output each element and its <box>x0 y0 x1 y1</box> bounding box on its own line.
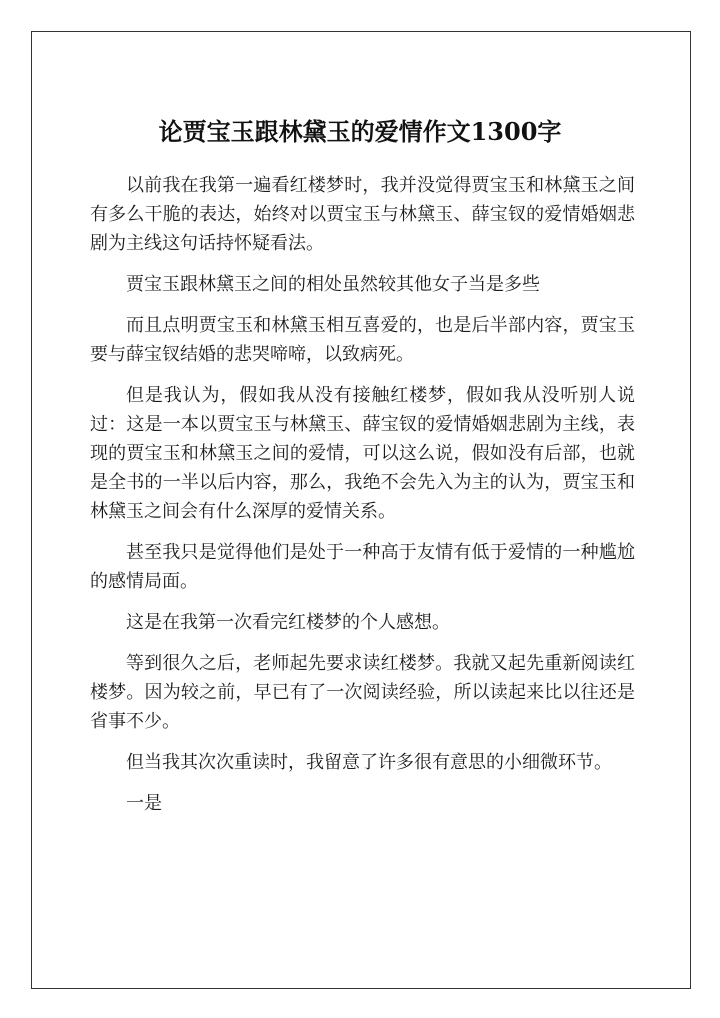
essay-body <box>90 171 635 830</box>
paragraph: 等到很久之后，老师起先要求读红楼梦。我就又起先重新阅读红楼梦。因为较之前，早已有了一次阅读经验，所以读起来比以往还是省事不少。 <box>90 653 635 732</box>
paragraph: 甚至我只是觉得他们是处于一种高于友情有低于爱情的一种尴尬的感情局面。 <box>90 542 635 592</box>
paragraph: 但当我其次次重读时，我留意了许多很有意思的小细微环节。 <box>126 752 612 773</box>
paragraph: 贾宝玉跟林黛玉之间的相处虽然较其他女子当是多些 <box>126 274 540 295</box>
essay-title: 论贾宝玉跟林黛玉的爱情作文1300字 <box>158 117 562 146</box>
paragraph: 而且点明贾宝玉和林黛玉相互喜爱的，也是后半部内容，贾宝玉要与薛宝钗结婚的悲哭啼啼，以致病死。 <box>90 315 635 365</box>
paragraph: 这是在我第一次看完红楼梦的个人感想。 <box>126 612 450 633</box>
paragraph: 一是 <box>126 793 162 814</box>
paragraph: 但是我认为，假如我从没有接触红楼梦，假如我从没听别人说过：这是一本以贾宝玉与林黛玉、薛宝钗的爱情婚姻悲剧为主线，表现的贾宝玉和林黛玉之间的爱情，可以这么说，假如没有后部，也就是全书的一半以后内容，那么，我绝不会先入为主的认为，贾宝玉和林黛玉之间会有什么深厚的爱情关系。 <box>90 385 635 522</box>
paragraph: 以前我在我第一遍看红楼梦时，我并没觉得贾宝玉和林黛玉之间有多么干脆的表达，始终对以贾宝玉与林黛玉、薛宝钗的爱情婚姻悲剧为主线这句话持怀疑看法。 <box>90 175 635 254</box>
